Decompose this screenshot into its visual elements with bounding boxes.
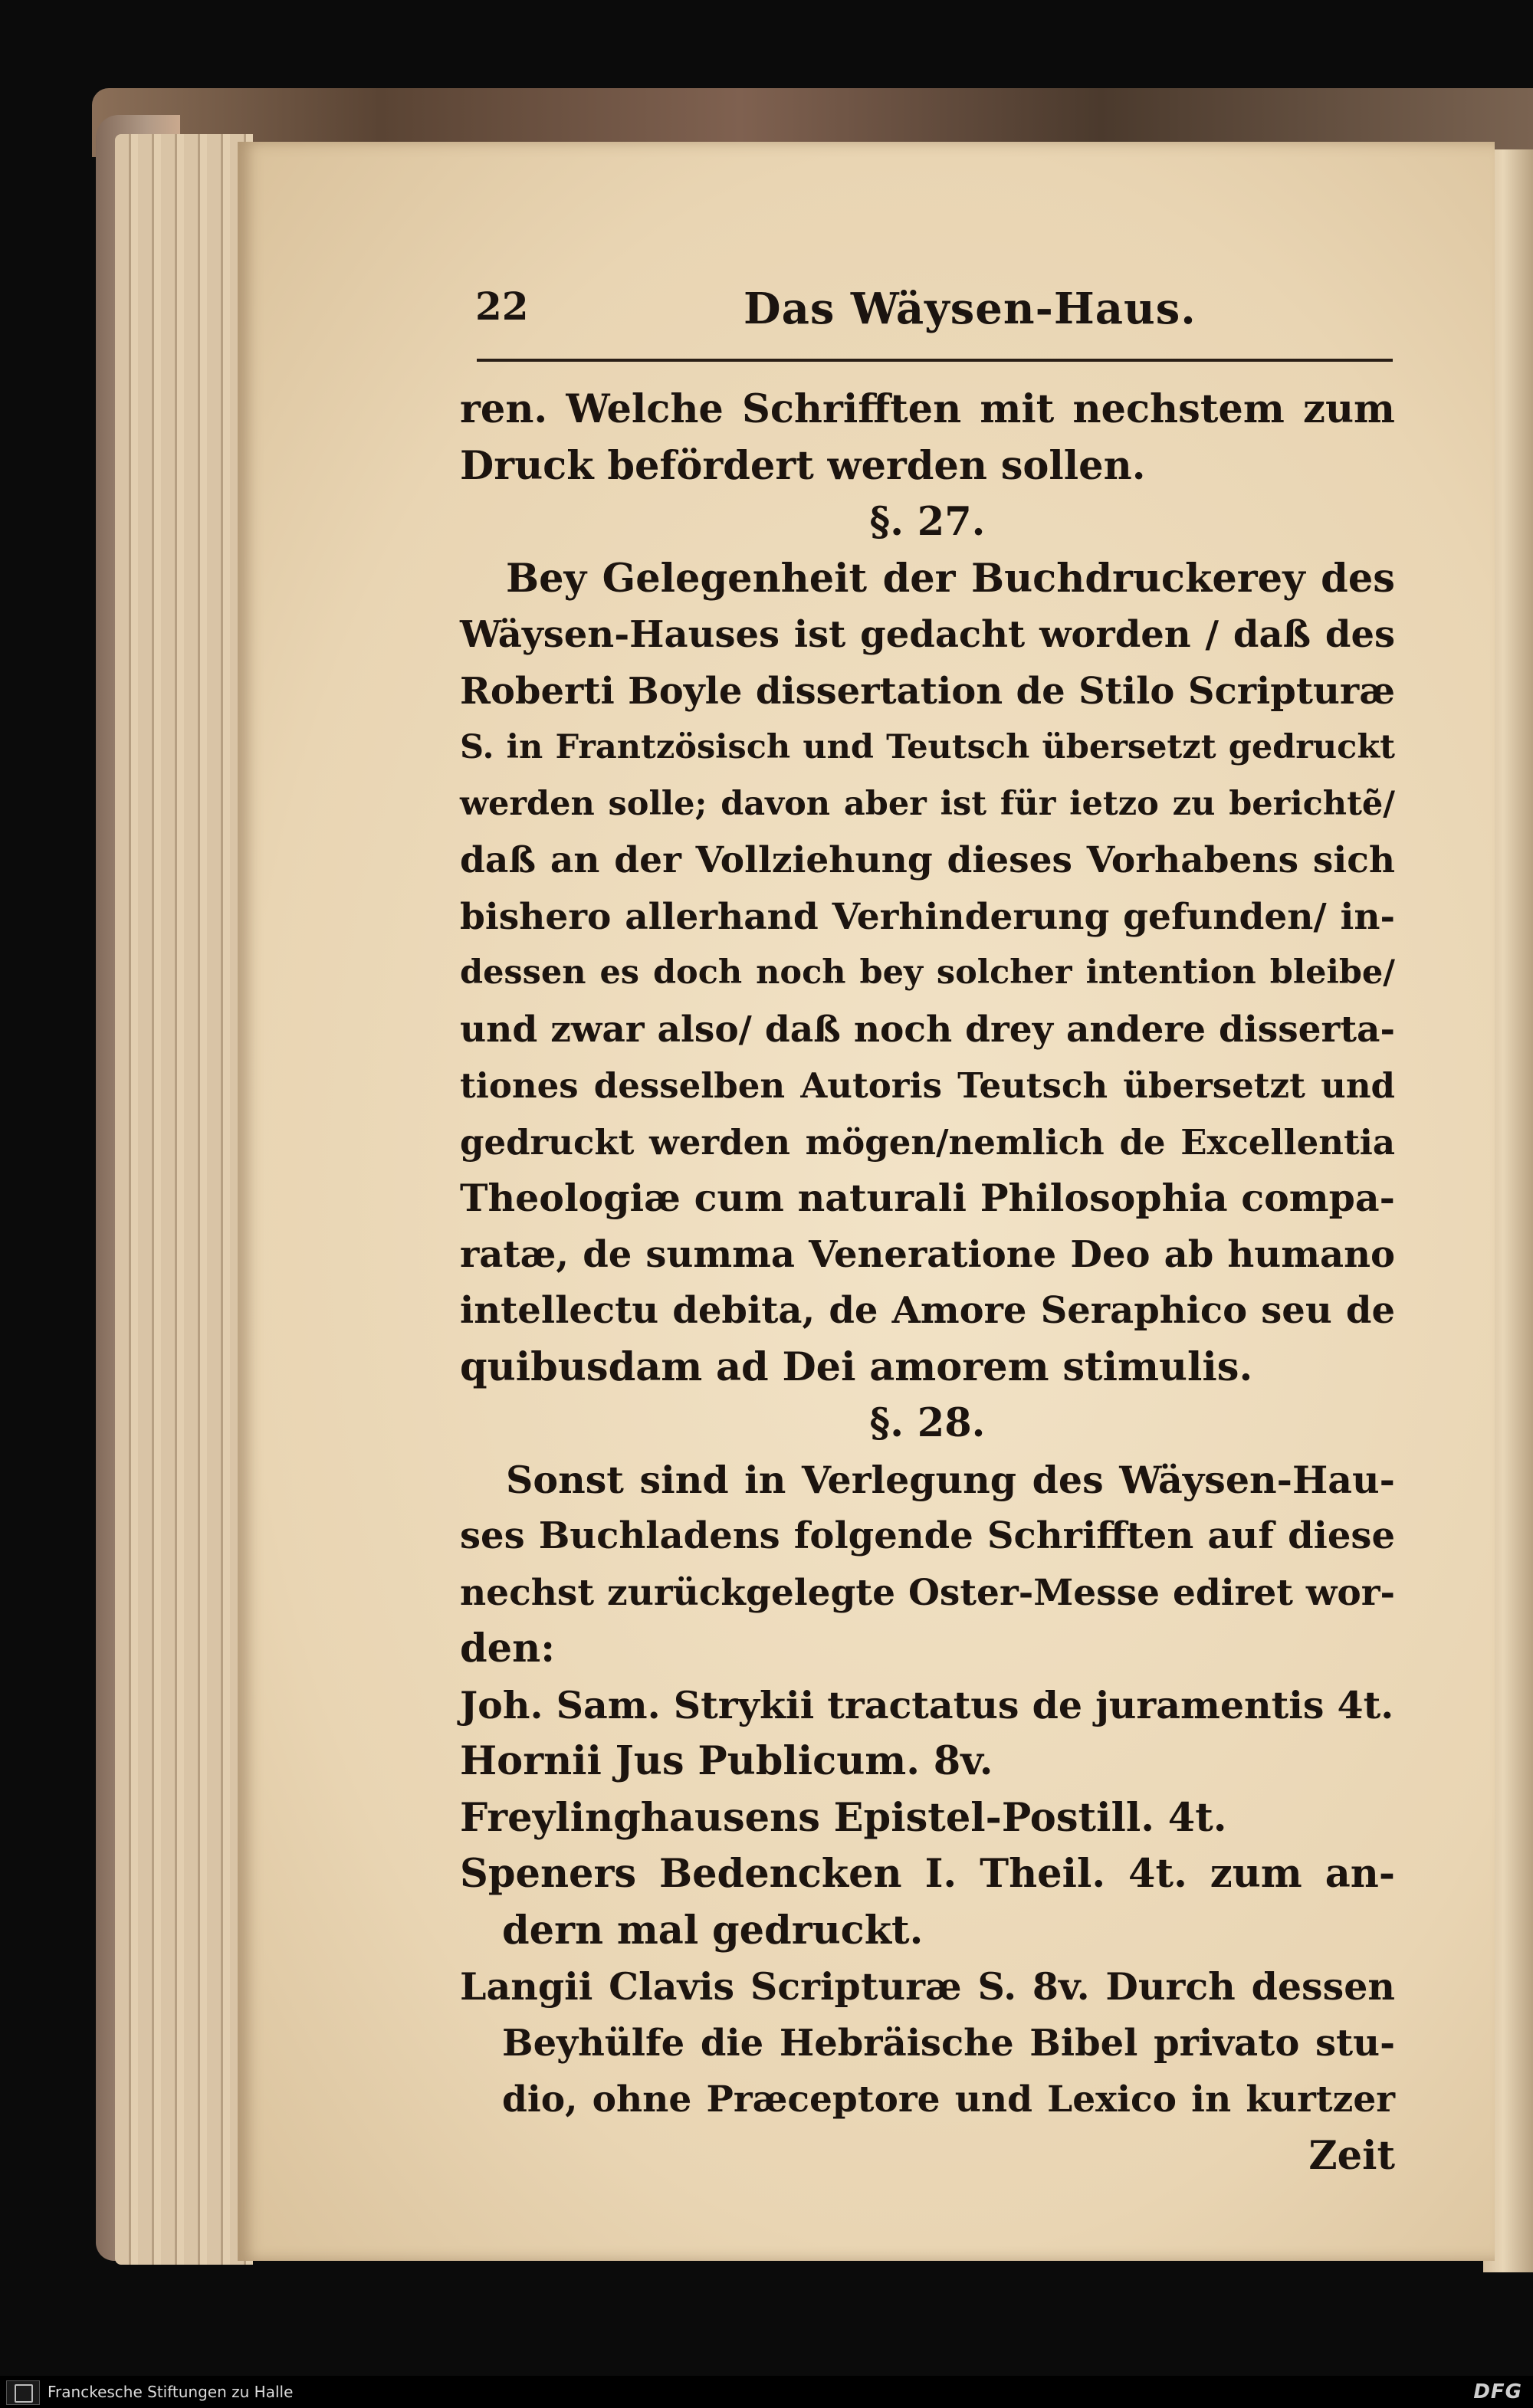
- page-edges: [115, 134, 253, 2265]
- text-line: Sonst sind in Verlegung des Wäysen-Hau-: [506, 1457, 1395, 1502]
- text-line: tiones desselben Autoris Teutsch übersetzt und: [460, 1065, 1395, 1106]
- header-rule: [477, 359, 1393, 362]
- text-line: und zwar also/ daß noch drey andere disserta-: [460, 1008, 1395, 1051]
- list-item-continuation: dern mal gedruckt.: [502, 1907, 924, 1954]
- footer-holder: Franckesche Stiftungen zu Halle: [48, 2383, 294, 2401]
- dfg-logo: DFG: [1473, 2380, 1522, 2403]
- list-item: Speners Bedencken I. Theil. 4t. zum an-: [460, 1851, 1395, 1897]
- text-line: dessen es doch noch bey solcher intention bleibe/: [460, 953, 1395, 992]
- text-line: quibusdam ad Dei amorem stimulis.: [460, 1343, 1253, 1390]
- footer-bar: [0, 2376, 1533, 2408]
- library-logo-icon: [6, 2380, 40, 2405]
- page-number: 22: [475, 284, 529, 329]
- list-item-continuation: Beyhülfe die Hebräische Bibel privato stu-: [502, 2021, 1395, 2065]
- list-item: Freylinghausens Epistel-Postill. 4t.: [460, 1794, 1227, 1841]
- text-line: ratæ, de summa Veneratione Deo ab humano: [460, 1232, 1395, 1276]
- text-line: gedruckt werden mögen/nemlich de Excellentia: [460, 1121, 1395, 1163]
- text-line: Wäysen-Hauses ist gedacht worden / daß des: [460, 613, 1395, 656]
- catchword: Zeit: [1308, 2132, 1395, 2179]
- text-line: Theologiæ cum naturali Philosophia compa-: [460, 1176, 1395, 1220]
- section-heading: §. 28.: [869, 1400, 986, 1446]
- list-item-continuation: dio, ohne Præceptore und Lexico in kurtzer: [502, 2078, 1395, 2121]
- text-line: daß an der Vollziehung dieses Vorhabens sich: [460, 839, 1395, 881]
- text-line: S. in Frantzösisch und Teutsch übersetzt gedruckt: [460, 728, 1395, 766]
- text-line: Druck befördert werden sollen.: [460, 442, 1146, 489]
- text-line: den:: [460, 1626, 556, 1671]
- running-title: Das Wäysen-Haus.: [744, 284, 1197, 334]
- text-line: Bey Gelegenheit der Buchdruckerey des: [506, 555, 1395, 602]
- text-line: bishero allerhand Verhinderung gefunden/ in-: [460, 895, 1395, 938]
- text-line: nechst zurückgelegte Oster-Messe ediret wor-: [460, 1571, 1395, 1614]
- text-line: ren. Welche Schrifften mit nechstem zum: [460, 386, 1395, 432]
- list-item: Hornii Jus Publicum. 8v.: [460, 1738, 993, 1784]
- text-line: intellectu debita, de Amore Seraphico seu de: [460, 1289, 1395, 1332]
- section-heading: §. 27.: [869, 499, 986, 545]
- text-line: werden solle; davon aber ist für ietzo zu berichtẽ/: [460, 784, 1395, 823]
- page-header: [475, 284, 1395, 345]
- text-line: ses Buchladens folgende Schrifften auf diese: [460, 1514, 1395, 1557]
- body-text: [460, 382, 1395, 2184]
- list-item: Joh. Sam. Strykii tractatus de juramentis 4t.: [460, 1682, 1394, 1727]
- text-line: Roberti Boyle dissertation de Stilo Scripturæ: [460, 669, 1395, 713]
- list-item: Langii Clavis Scripturæ S. 8v. Durch dessen: [460, 1964, 1395, 2009]
